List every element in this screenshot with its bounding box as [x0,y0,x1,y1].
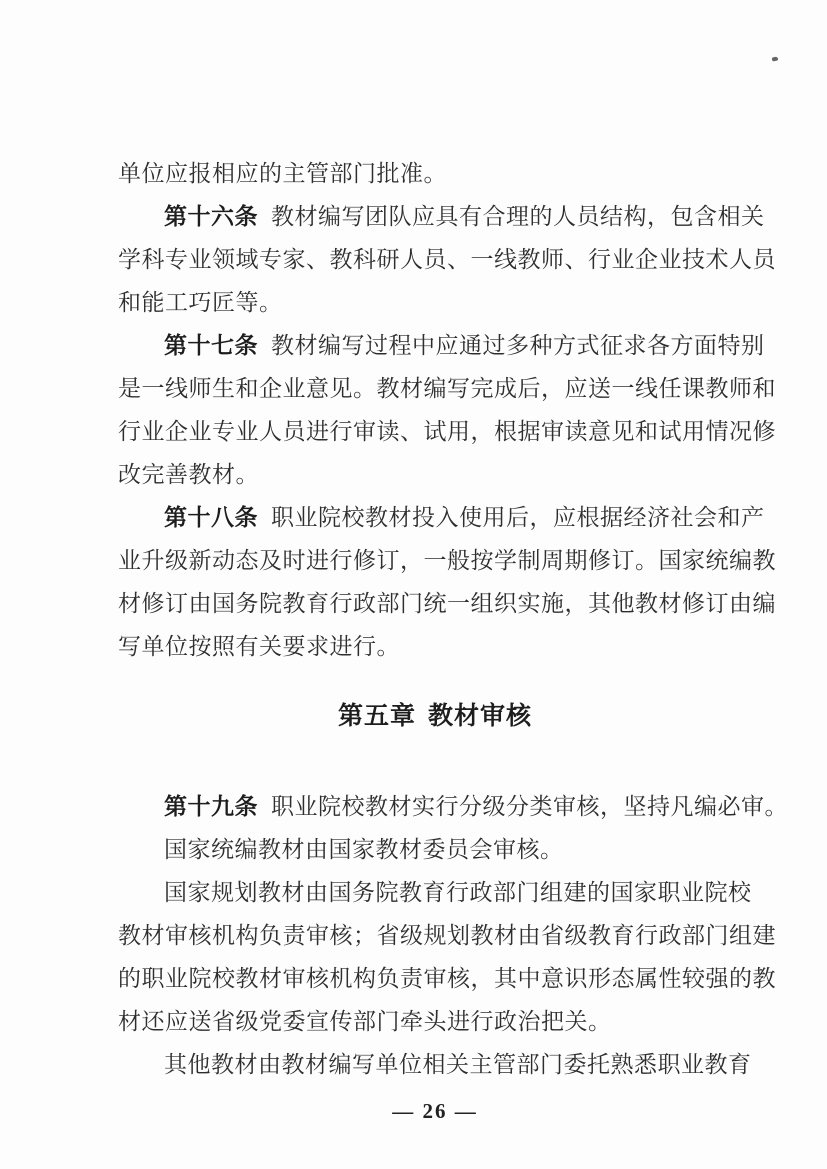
text-line: 材还应送省级党委宣传部门牵头进行政治把关。 [118,1009,612,1034]
article-19-number: 第十九条 [164,794,258,819]
article-16-number: 第十六条 [164,204,258,229]
text-run: 职业院校教材实行分级分类审核，坚持凡编必审。 [271,794,788,819]
paragraph-article-17 [118,324,776,496]
page-number: — 26 — [392,1099,478,1123]
text-line: 学科专业领域专家、教科研人员、一线教师、行业企业技术人员 [118,247,776,272]
text-line: 材修订由国务院教育行政部门统一组织实施，其他教材修订由编 [118,591,776,616]
chapter-number: 第五章 [337,703,416,730]
text-line: 和能工巧匠等。 [118,290,283,315]
text-line: 其他教材由教材编写单位相关主管部门委托熟悉职业教育 [164,1052,752,1077]
text-run: 教材编写团队应具有合理的人员结构，包含相关 [271,204,765,229]
text-line: 改完善教材。 [118,462,259,487]
text-line: 国家规划教材由国务院教育行政部门组建的国家职业院校 [164,880,752,905]
paragraph-continuation [118,152,752,195]
text-line: 的职业院校教材审核机构负责审核，其中意识形态属性较强的教 [118,966,776,991]
paragraph-national-planned [118,871,776,1043]
text-run: 教材编写过程中应通过多种方式征求各方面特别 [271,333,765,358]
text-run: 职业院校教材投入使用后，应根据经济社会和产 [271,505,765,530]
article-18-number: 第十八条 [164,505,258,530]
paragraph-other-textbooks [118,1043,752,1086]
text-line: 业升级新动态及时进行修订，一般按学制周期修订。国家统编教 [118,548,776,573]
text-line: 教材审核机构负责审核；省级规划教材由省级教育行政部门组建 [118,923,776,948]
text-line [118,324,765,367]
paragraph-article-16 [118,195,776,324]
text-line: 写单位按照有关要求进行。 [118,634,400,659]
paragraph-national-unified [118,828,752,871]
chapter-title: 教材审核 [428,703,533,730]
text-line [118,496,765,539]
paragraph-article-18 [118,496,776,668]
text-line [118,785,788,828]
text-line: 是一线师生和企业意见。教材编写完成后，应送一线任课教师和 [118,376,776,401]
ink-speck-artifact [772,56,779,61]
chapter-heading [118,695,752,738]
article-17-number: 第十七条 [164,333,258,358]
text-line [118,195,765,238]
text-line: 单位应报相应的主管部门批准。 [118,161,447,186]
text-line: 行业企业专业人员进行审读、试用，根据审读意见和试用情况修 [118,419,776,444]
text-block [118,152,788,1126]
paragraph-article-19 [118,785,788,828]
text-line: 国家统编教材由国家教材委员会审核。 [164,837,564,862]
